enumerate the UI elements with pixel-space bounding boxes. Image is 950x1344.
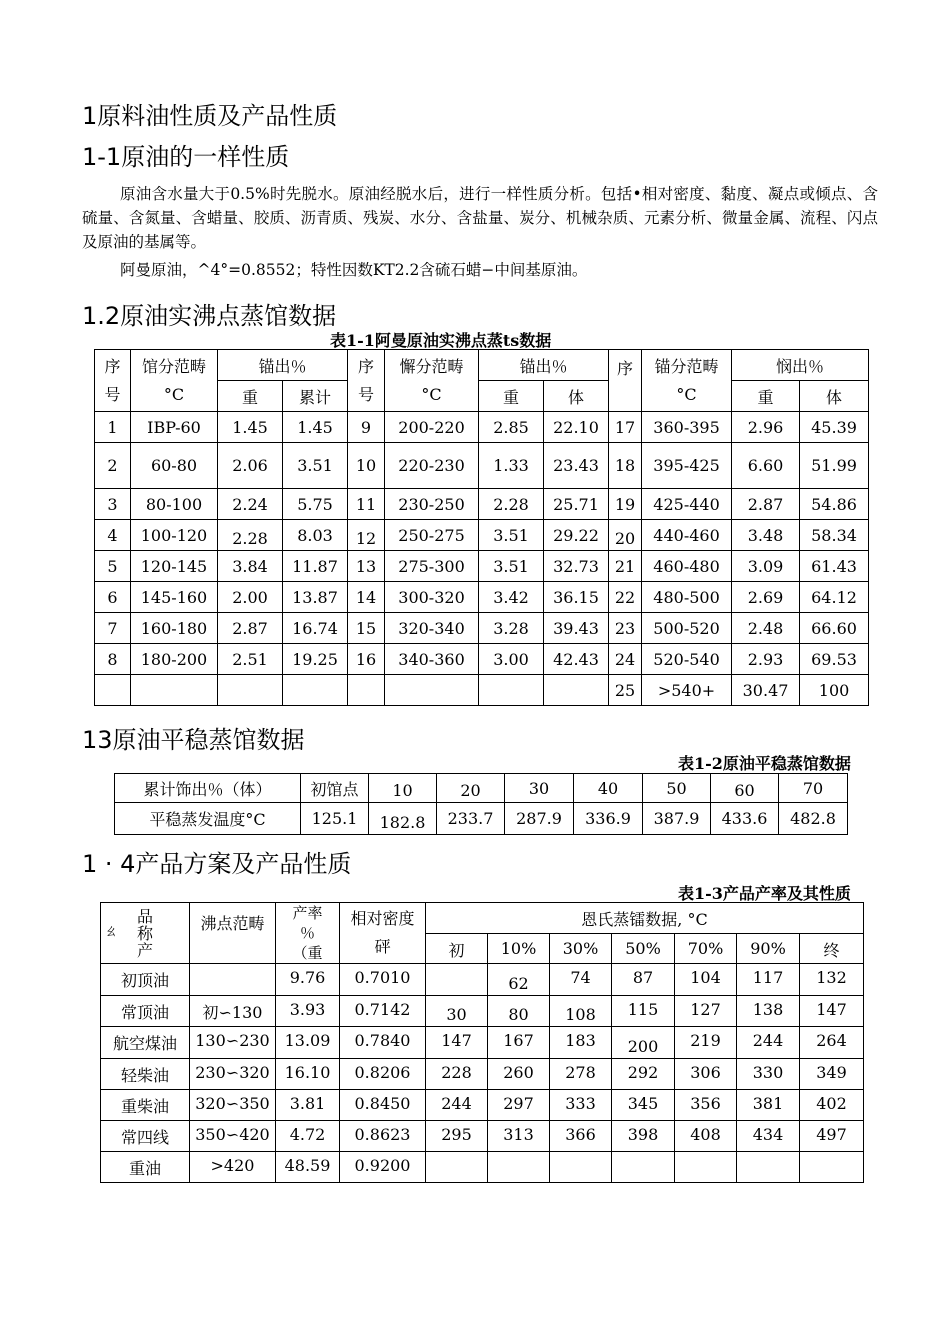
section-heading-1-3: 13原油平稳蒸馆数据	[82, 726, 305, 754]
table-cell: 1.45	[218, 412, 283, 443]
table-row	[101, 996, 864, 1027]
table-cell: 0.8206	[340, 1059, 426, 1090]
table-cell: 100-120	[131, 520, 218, 551]
paragraph-general-properties: 原油含水量大于0.5%时先脱水。原油经脱水后，进行一样性质分析。包括•相对密度、黏度、凝点或倾点、含硫量、含氮量、含蜡量、胶质、沥青质、残炭、水分、含盐量、炭分、机械杂质、元素分析、微量金属、流程、闪点及原油的基属等。	[82, 185, 878, 251]
table-cell: 336.9	[574, 803, 643, 835]
product-name-cell: 重柴油	[101, 1090, 190, 1121]
table-cell: 360-395	[642, 412, 732, 443]
table-cell: 2.24	[218, 489, 283, 520]
table-cell: 183	[550, 1027, 612, 1059]
table-cell: 333	[550, 1090, 612, 1121]
table-cell: 3.00	[479, 644, 544, 675]
table-row	[95, 520, 869, 551]
table-cell: 4	[95, 520, 131, 551]
table-cell: 45.39	[800, 412, 869, 443]
table-cell: 117	[737, 964, 800, 996]
header-engler-col: 50%	[612, 934, 675, 964]
table-row	[101, 1121, 864, 1152]
table-cell: 18	[609, 443, 642, 489]
table-cell: 16.10	[276, 1059, 340, 1090]
table-cell: 10	[348, 443, 385, 489]
table-cell: 398	[612, 1121, 675, 1152]
table-cell: 48.59	[276, 1152, 340, 1183]
table-cell: 25	[609, 675, 642, 706]
table-row	[95, 613, 869, 644]
header-cumulative-1: 累计	[283, 381, 348, 412]
header-engler-col: 10%	[488, 934, 550, 964]
table-cell	[385, 675, 479, 706]
table-cell: 25.71	[544, 489, 609, 520]
row-label-equilibrium-temp: 平稳蒸发温度°C	[115, 803, 301, 835]
table-cell: 482.8	[779, 803, 848, 835]
table-cell: 320∽350	[190, 1090, 276, 1121]
table-cell	[426, 964, 488, 996]
table-cell: 460-480	[642, 551, 732, 582]
header-seq-2: 序 号	[348, 350, 385, 412]
table-cell: 4.72	[276, 1121, 340, 1152]
table-cell: 30.47	[732, 675, 800, 706]
table-cell: 244	[426, 1090, 488, 1121]
table-cell: 3.42	[479, 582, 544, 613]
table-cell: 12	[348, 520, 385, 551]
table-cell: 70	[779, 774, 848, 803]
table-cell: 127	[675, 996, 737, 1027]
header-seq-1: 序 号	[95, 350, 131, 412]
table-cell: 61.43	[800, 551, 869, 582]
table-cell: 20	[437, 774, 505, 803]
table-1-3-caption: 表1-3产品产率及其性质	[678, 884, 851, 903]
table-cell: 0.8450	[340, 1090, 426, 1121]
header-yield-1: 锚出％	[218, 350, 348, 381]
table-cell	[544, 675, 609, 706]
table-cell: 13.09	[276, 1027, 340, 1059]
table-cell: 2.06	[218, 443, 283, 489]
table-cell: 15	[348, 613, 385, 644]
table-cell: 20	[609, 520, 642, 551]
table-row	[95, 551, 869, 582]
table-cell: 230-250	[385, 489, 479, 520]
table-cell	[348, 675, 385, 706]
table-cell: 30	[426, 996, 488, 1027]
table-cell: 200-220	[385, 412, 479, 443]
header-volume-3: 体	[800, 381, 869, 412]
table-cell: 330	[737, 1059, 800, 1090]
table-cell: >420	[190, 1152, 276, 1183]
table-cell: IBP-60	[131, 412, 218, 443]
table-cell: 39.43	[544, 613, 609, 644]
header-range-1: 馆分范畴 °C	[131, 350, 218, 412]
table-cell: 349	[800, 1059, 864, 1090]
table-cell: 264	[800, 1027, 864, 1059]
header-engler-col: 终	[800, 934, 864, 964]
table-cell: 3	[95, 489, 131, 520]
table-cell: 36.15	[544, 582, 609, 613]
table-product-properties	[100, 902, 864, 1183]
table-cell	[612, 1152, 675, 1183]
table-cell: 13.87	[283, 582, 348, 613]
header-seq-3: 序	[609, 350, 642, 412]
table-cell: 3.28	[479, 613, 544, 644]
table-cell: 2.85	[479, 412, 544, 443]
table-cell: 440-460	[642, 520, 732, 551]
table-cell: 62	[488, 964, 550, 996]
table-cell: 2.93	[732, 644, 800, 675]
table-cell: 278	[550, 1059, 612, 1090]
table-cell: 60	[711, 774, 779, 803]
table-cell: 2.51	[218, 644, 283, 675]
table-tbp-distillation	[94, 349, 869, 706]
product-name-cell: 常四线	[101, 1121, 190, 1152]
table-cell: 10	[369, 774, 437, 803]
table-cell: 228	[426, 1059, 488, 1090]
table-cell: 3.81	[276, 1090, 340, 1121]
table-cell	[488, 1152, 550, 1183]
table-cell: 104	[675, 964, 737, 996]
table-cell: 0.8623	[340, 1121, 426, 1152]
table-cell: 16.74	[283, 613, 348, 644]
header-yield-3: 悯出％	[732, 350, 869, 381]
table-cell: 64.12	[800, 582, 869, 613]
table-cell	[218, 675, 283, 706]
header-relative-density: 相对密度 砰	[340, 903, 426, 964]
table-row	[101, 1090, 864, 1121]
header-engler-col: 90%	[737, 934, 800, 964]
section-heading-1-2: 1.2原油实沸点蒸馆数据	[82, 302, 337, 330]
table-cell: 2.87	[732, 489, 800, 520]
table-1-2-caption: 表1-2原油平稳蒸馆数据	[678, 754, 851, 773]
table-cell: 233.7	[437, 803, 505, 835]
table-cell: 2	[95, 443, 131, 489]
table-cell: 80-100	[131, 489, 218, 520]
table-cell: 395-425	[642, 443, 732, 489]
table-cell: 366	[550, 1121, 612, 1152]
table-row	[101, 1152, 864, 1183]
table-cell: 120-145	[131, 551, 218, 582]
table-cell: 1	[95, 412, 131, 443]
table-equilibrium-distillation	[114, 773, 848, 835]
product-name-cell: 航空煤油	[101, 1027, 190, 1059]
table-cell: 408	[675, 1121, 737, 1152]
table-row	[95, 675, 869, 706]
table-cell: 3.51	[479, 520, 544, 551]
table-cell: 100	[800, 675, 869, 706]
table-cell: 40	[574, 774, 643, 803]
table-cell: 295	[426, 1121, 488, 1152]
header-weight-1: 重	[218, 381, 283, 412]
table-cell: 306	[675, 1059, 737, 1090]
table-cell: 23.43	[544, 443, 609, 489]
table-cell: 11.87	[283, 551, 348, 582]
table-row	[95, 489, 869, 520]
table-cell: 9.76	[276, 964, 340, 996]
table-cell: 8.03	[283, 520, 348, 551]
table-cell: 6.60	[732, 443, 800, 489]
table-cell: 387.9	[643, 803, 711, 835]
table-cell: 345	[612, 1090, 675, 1121]
header-boiling-range: 沸点范畴	[190, 903, 276, 964]
header-yield-2: 锚出％	[479, 350, 609, 381]
table-cell: 300-320	[385, 582, 479, 613]
table-cell: 0.9200	[340, 1152, 426, 1183]
table-cell: 1.45	[283, 412, 348, 443]
table-cell: 29.22	[544, 520, 609, 551]
table-cell: 425-440	[642, 489, 732, 520]
table-cell: 50	[643, 774, 711, 803]
header-weight-3: 重	[732, 381, 800, 412]
table-cell: 219	[675, 1027, 737, 1059]
table-cell: 51.99	[800, 443, 869, 489]
table-row	[101, 964, 864, 996]
table-cell: 5.75	[283, 489, 348, 520]
table-cell: 433.6	[711, 803, 779, 835]
table-cell	[479, 675, 544, 706]
paragraph-oman-crude: 阿曼原油，^4°=0.8552；特性因数KT2.2含硫石蜡−中间基原油。	[120, 261, 588, 279]
table-cell: 108	[550, 996, 612, 1027]
header-range-3: 锚分范畴 °C	[642, 350, 732, 412]
header-engler-col: 70%	[675, 934, 737, 964]
table-cell: 0.7010	[340, 964, 426, 996]
table-cell: 220-230	[385, 443, 479, 489]
table-cell: 244	[737, 1027, 800, 1059]
header-product-name: ㄠ 品 称 产	[101, 903, 190, 964]
header-yield: 产率 ％ （重	[276, 903, 340, 964]
table-cell: 66.60	[800, 613, 869, 644]
table-cell: 381	[737, 1090, 800, 1121]
table-cell: 350∽420	[190, 1121, 276, 1152]
table-row	[101, 1027, 864, 1059]
table-cell: 3.93	[276, 996, 340, 1027]
table-cell: 80	[488, 996, 550, 1027]
product-name-cell: 重油	[101, 1152, 190, 1183]
table-cell: 5	[95, 551, 131, 582]
table-cell: 2.28	[218, 520, 283, 551]
table-row	[101, 1059, 864, 1090]
table-cell: 275-300	[385, 551, 479, 582]
table-cell: 520-540	[642, 644, 732, 675]
table-cell: 22	[609, 582, 642, 613]
table-cell: 132	[800, 964, 864, 996]
table-cell: 69.53	[800, 644, 869, 675]
table-cell: 138	[737, 996, 800, 1027]
table-cell: 初馆点	[301, 774, 369, 803]
table-cell: 60-80	[131, 443, 218, 489]
table-cell: 6	[95, 582, 131, 613]
table-cell	[131, 675, 218, 706]
section-heading-1-1: 1-1原油的一样性质	[82, 143, 290, 171]
table-cell	[190, 964, 276, 996]
table-cell: 11	[348, 489, 385, 520]
table-cell: 320-340	[385, 613, 479, 644]
table-cell: 2.48	[732, 613, 800, 644]
table-cell: 260	[488, 1059, 550, 1090]
table-cell: 3.09	[732, 551, 800, 582]
table-cell: 87	[612, 964, 675, 996]
table-cell	[737, 1152, 800, 1183]
table-cell: 19	[609, 489, 642, 520]
header-engler-col: 30%	[550, 934, 612, 964]
header-range-2: 懈分范畴 °C	[385, 350, 479, 412]
table-cell: 7	[95, 613, 131, 644]
table-cell: 2.96	[732, 412, 800, 443]
table-cell: 2.28	[479, 489, 544, 520]
table-cell: 434	[737, 1121, 800, 1152]
table-cell	[800, 1152, 864, 1183]
table-cell: 30	[505, 774, 574, 803]
product-name-cell: 轻柴油	[101, 1059, 190, 1090]
table-cell: 130∽230	[190, 1027, 276, 1059]
table-cell: 21	[609, 551, 642, 582]
table-cell: 2.69	[732, 582, 800, 613]
table-cell: 16	[348, 644, 385, 675]
table-row	[95, 644, 869, 675]
row-label-cumulative-yield: 累计饰出％（体）	[115, 774, 301, 803]
table-row	[95, 443, 869, 489]
table-cell: 480-500	[642, 582, 732, 613]
table-cell: 0.7142	[340, 996, 426, 1027]
table-cell: 292	[612, 1059, 675, 1090]
header-engler-col: 初	[426, 934, 488, 964]
table-cell: 2.00	[218, 582, 283, 613]
table-1-1-caption: 表1-1阿曼原油实沸点蒸ts数据	[330, 331, 552, 350]
table-cell	[550, 1152, 612, 1183]
table-cell: 3.84	[218, 551, 283, 582]
header-engler-distillation: 恩氏蒸镭数据, °C	[426, 903, 864, 934]
table-cell	[95, 675, 131, 706]
table-cell	[675, 1152, 737, 1183]
table-cell: 13	[348, 551, 385, 582]
product-name-cell: 初顶油	[101, 964, 190, 996]
table-cell	[283, 675, 348, 706]
table-cell: 180-200	[131, 644, 218, 675]
table-cell: 167	[488, 1027, 550, 1059]
table-row	[95, 412, 869, 443]
table-cell: 8	[95, 644, 131, 675]
header-volume-2: 体	[544, 381, 609, 412]
table-cell: 1.33	[479, 443, 544, 489]
table-cell: 147	[800, 996, 864, 1027]
table-cell: 74	[550, 964, 612, 996]
table-cell: 160-180	[131, 613, 218, 644]
header-weight-2: 重	[479, 381, 544, 412]
table-cell: 500-520	[642, 613, 732, 644]
section-heading-1: 1原料油性质及产品性质	[82, 102, 338, 130]
table-cell: 3.48	[732, 520, 800, 551]
table-cell: 402	[800, 1090, 864, 1121]
table-cell: 54.86	[800, 489, 869, 520]
table-cell: 182.8	[369, 803, 437, 835]
table-cell: 297	[488, 1090, 550, 1121]
table-cell: 3.51	[479, 551, 544, 582]
section-heading-1-4: 1 · 4产品方案及产品性质	[82, 850, 352, 878]
table-cell: 24	[609, 644, 642, 675]
table-cell: 9	[348, 412, 385, 443]
table-cell: 19.25	[283, 644, 348, 675]
table-cell: 2.87	[218, 613, 283, 644]
table-cell: 287.9	[505, 803, 574, 835]
table-cell: 497	[800, 1121, 864, 1152]
table-cell: 250-275	[385, 520, 479, 551]
table-cell: 初∽130	[190, 996, 276, 1027]
table-cell: 58.34	[800, 520, 869, 551]
table-cell: 313	[488, 1121, 550, 1152]
product-name-cell: 常顶油	[101, 996, 190, 1027]
table-cell: 17	[609, 412, 642, 443]
table-cell: 145-160	[131, 582, 218, 613]
table-cell: 32.73	[544, 551, 609, 582]
table-cell: 115	[612, 996, 675, 1027]
table-cell: 3.51	[283, 443, 348, 489]
table-cell: >540+	[642, 675, 732, 706]
table-cell: 230∽320	[190, 1059, 276, 1090]
table-cell: 42.43	[544, 644, 609, 675]
table-cell: 356	[675, 1090, 737, 1121]
table-cell: 340-360	[385, 644, 479, 675]
table-cell	[426, 1152, 488, 1183]
table-cell: 22.10	[544, 412, 609, 443]
table-cell: 147	[426, 1027, 488, 1059]
table-cell: 200	[612, 1027, 675, 1059]
table-row	[95, 582, 869, 613]
table-cell: 14	[348, 582, 385, 613]
table-cell: 23	[609, 613, 642, 644]
table-cell: 0.7840	[340, 1027, 426, 1059]
table-cell: 125.1	[301, 803, 369, 835]
